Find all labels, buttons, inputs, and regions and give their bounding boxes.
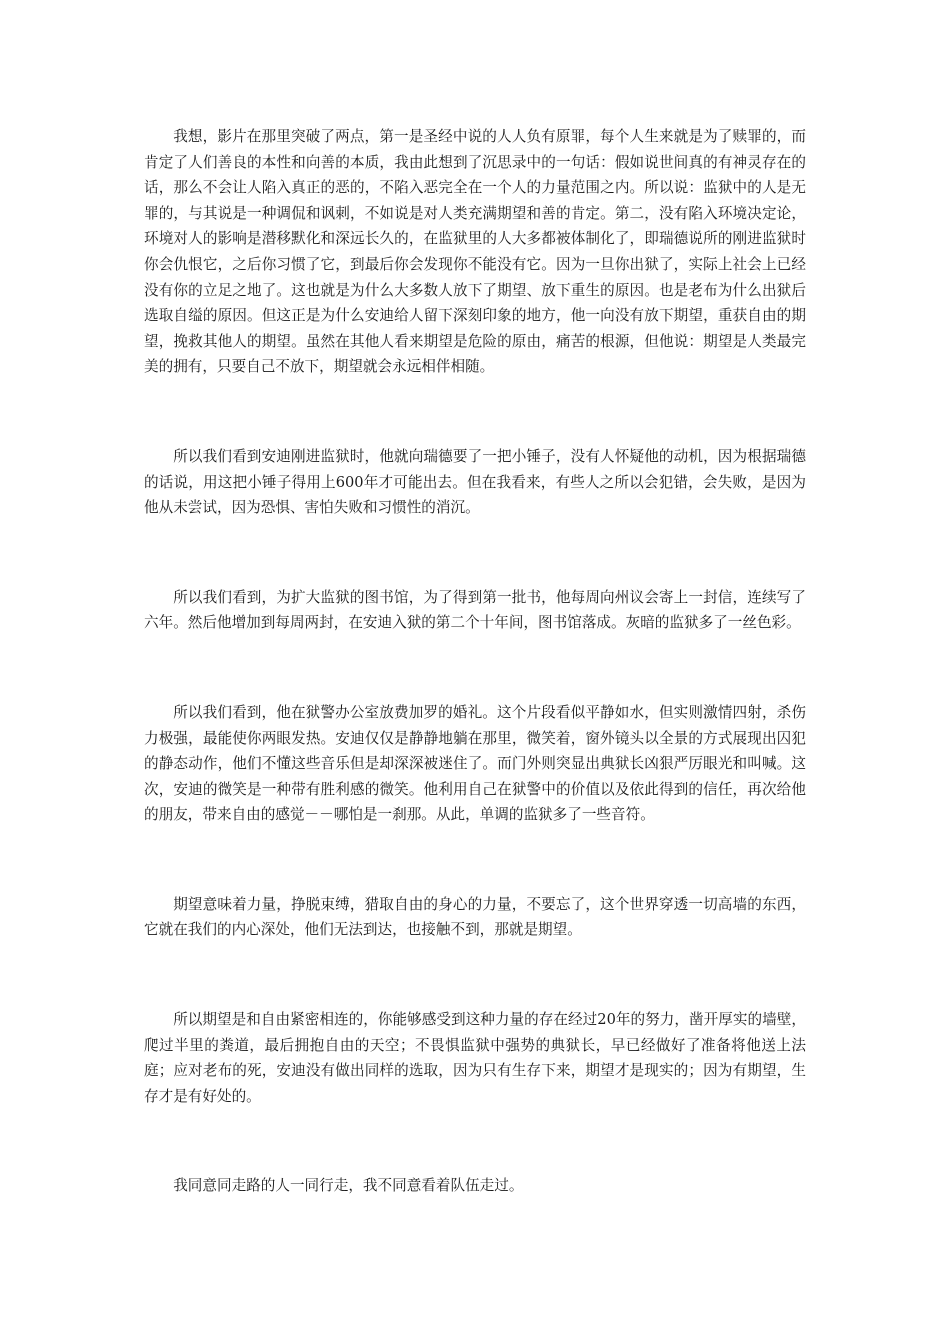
paragraph-7: 我同意同走路的人一同行走，我不同意看着队伍走过。 — [173, 1177, 524, 1195]
paragraph-gap — [144, 1109, 806, 1173]
paragraph-5: 期望意味着力量，挣脱束缚，猎取自由的身心的力量，不要忘了，这个世界穿透一切高墙的东西，它就在我们的内心深处，他们无法到达，也接触不到，那就是期望。 — [144, 895, 806, 939]
paragraph-gap — [144, 943, 806, 1007]
paragraph-6: 所以期望是和自由紧密相连的，你能够感受到这种力量的存在经过20年的努力，凿开厚实的墙壁，爬过半里的粪道，最后拥抱自由的天空；不畏惧监狱中强势的典狱长，早已经做好了准备将他送上法庭；应对老布的死，安迪没有做出同样的选取，因为只有生存下来，期望才是现实的；因为有期望，生存才是有好处的。 — [144, 1011, 806, 1105]
paragraph-gap — [144, 380, 806, 444]
paragraph-1: 我想，影片在那里突破了两点，第一是圣经中说的人人负有原罪，每个人生来就是为了赎罪的，而肯定了人们善良的本性和向善的本质，我由此想到了沉思录中的一句话：假如说世间真的有神灵存在的话，那么不会让人陷入真正的恶的，不陷入恶完全在一个人的力量范围之内。所以说：监狱中的人是无罪的，与其说是一种调侃和讽刺，不如说是对人类充满期望和善的肯定。第二，没有陷入环境决定论，环境对人的影响是潜移默化和深远长久的，在监狱里的人大多都被体制化了，即瑞德说所的刚进监狱时你会仇恨它，之后你习惯了它，到最后你会发现你不能没有它。因为一旦你出狱了，实际上社会上已经没有你的立足之地了。这也就是为什么大多数人放下了期望、放下重生的原因。也是老布为什么出狱后选取自缢的原因。但这正是为什么安迪给人留下深刻印象的地方，他一向没有放下期望，重获自由的期望，挽救其他人的期望。虽然在其他人看来期望是危险的原由，痛苦的根源，但他说：期望是人类最完美的拥有，只要自己不放下，期望就会永远相伴相随。 — [144, 128, 806, 376]
paragraph-2: 所以我们看到安迪刚进监狱时，他就向瑞德要了一把小锤子，没有人怀疑他的动机，因为根据瑞德的话说，用这把小锤子得用上600年才可能出去。但在我看来，有些人之所以会犯错，会失败，是因为他从未尝试，因为恐惧、害怕失败和习惯性的消沉。 — [144, 447, 806, 517]
paragraph-gap — [144, 828, 806, 892]
paragraph-4: 所以我们看到，他在狱警办公室放费加罗的婚礼。这个片段看似平静如水，但实则激情四射，杀伤力极强，最能使你两眼发热。安迪仅仅是静静地躺在那里，微笑着，窗外镜头以全景的方式展现出囚犯的静态动作，他们不懂这些音乐但是却深深被迷住了。而门外则突显出典狱长凶狠严厉眼光和叫喊。这次，安迪的微笑是一种带有胜利感的微笑。他利用自己在狱警中的价值以及依此得到的信任，再次给他的朋友，带来自由的感觉－－哪怕是一刹那。从此，单调的监狱多了一些音符。 — [144, 703, 806, 824]
paragraph-3: 所以我们看到，为扩大监狱的图书馆，为了得到第一批书，他每周向州议会寄上一封信，连续写了六年。然后他增加到每周两封，在安迪入狱的第二个十年间，图书馆落成。灰暗的监狱多了一丝色彩。 — [144, 588, 806, 632]
document-body — [144, 124, 806, 1199]
paragraph-gap — [144, 636, 806, 700]
paragraph-gap — [144, 521, 806, 585]
